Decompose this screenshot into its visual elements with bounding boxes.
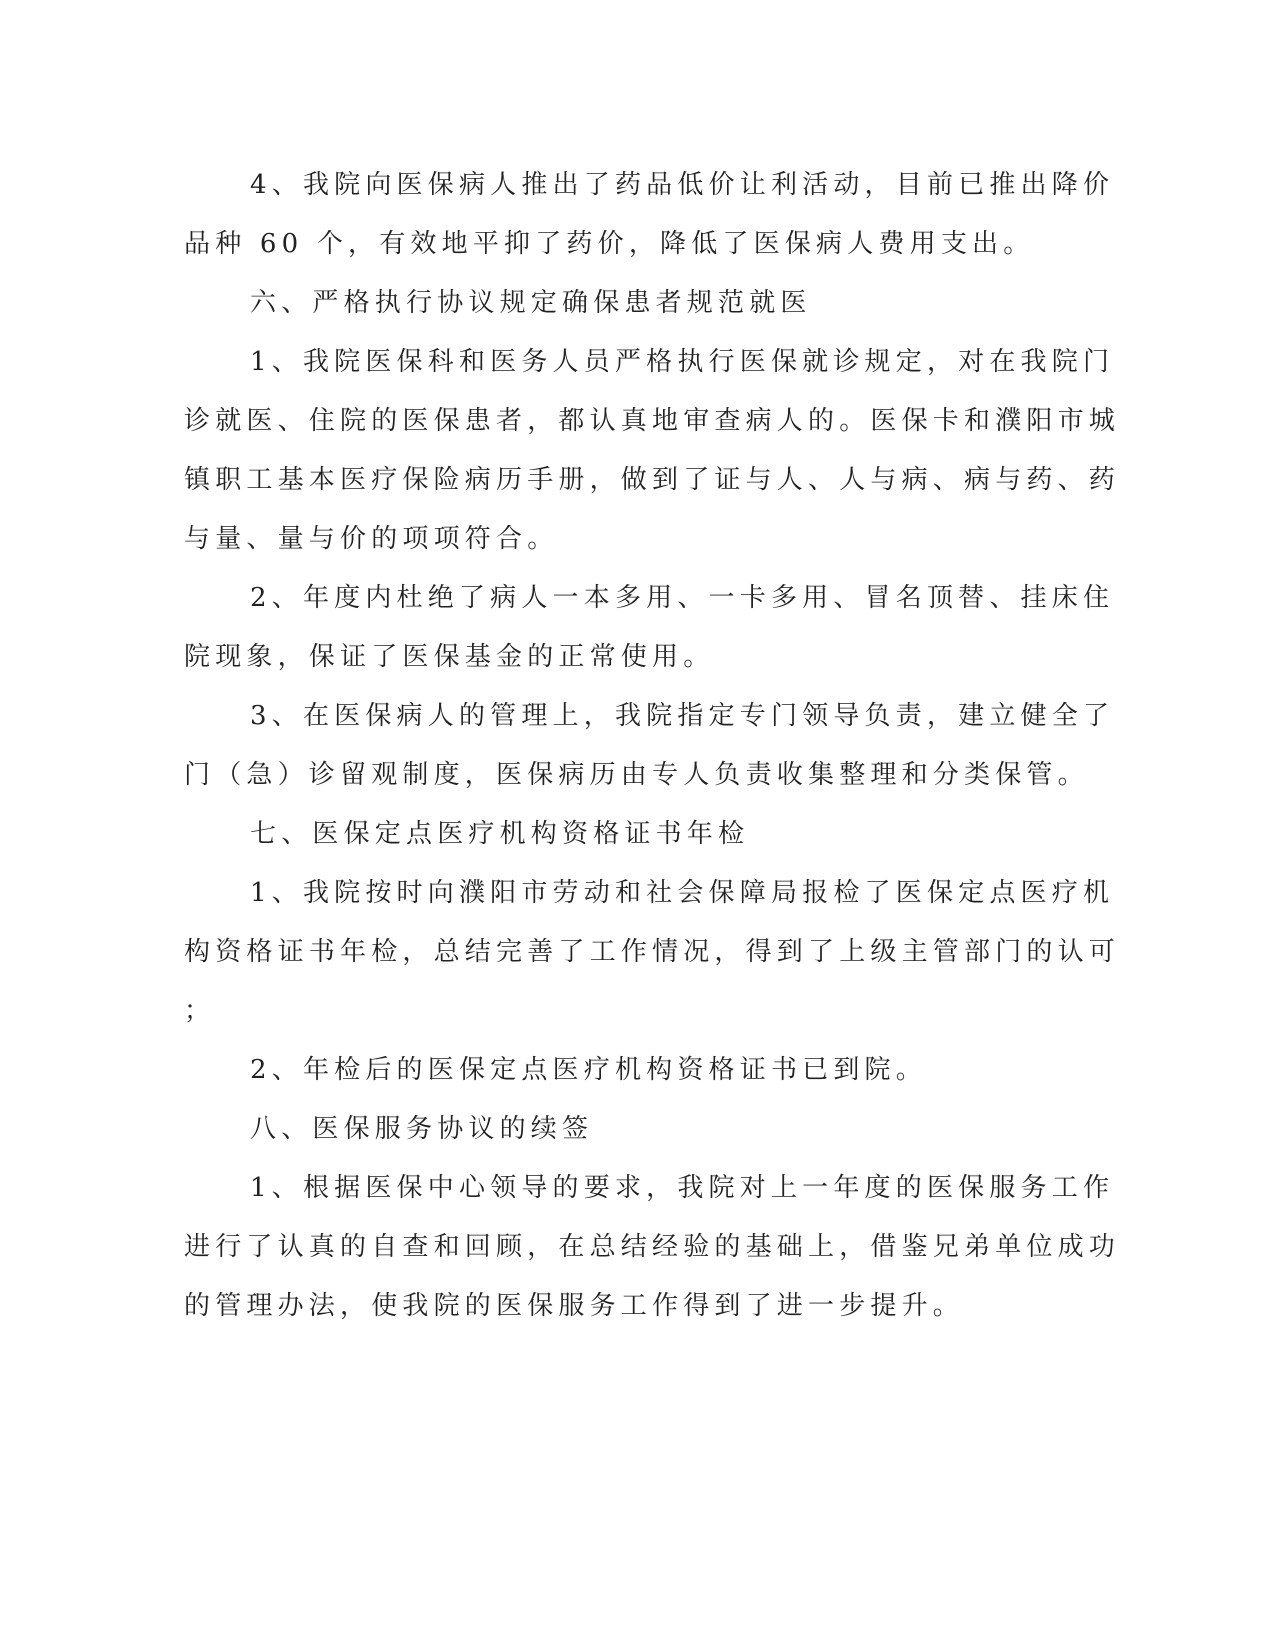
text-line: 2、年度内杜绝了病人一本多用、一卡多用、冒名顶替、挂床住: [250, 583, 1115, 613]
text-line: 1、我院医保科和医务人员严格执行医保就诊规定，对在我院门: [250, 347, 1115, 377]
text-line: 品种 60 个，有效地平抑了药价，降低了医保病人费用支出。: [184, 229, 1035, 259]
text-line: ；: [184, 996, 216, 1026]
section-heading: 八、医保服务协议的续签: [250, 1114, 594, 1144]
text-line: 进行了认真的自查和回顾，在总结经验的基础上，借鉴兄弟单位成功: [184, 1232, 1121, 1262]
text-line: 3、在医保病人的管理上，我院指定专门领导负责，建立健全了: [250, 701, 1115, 731]
text-line: 2、年检后的医保定点医疗机构资格证书已到院。: [250, 1055, 927, 1085]
text-line: 4、我院向医保病人推出了药品低价让利活动，目前已推出降价: [250, 170, 1115, 200]
section-heading: 六、严格执行协议规定确保患者规范就医: [250, 288, 812, 318]
text-line: 门（急）诊留观制度，医保病历由专人负责收集整理和分类保管。: [184, 760, 1089, 790]
text-line: 1、根据医保中心领导的要求，我院对上一年度的医保服务工作: [250, 1173, 1115, 1203]
text-line: 与量、量与价的项项符合。: [184, 524, 559, 554]
text-line: 构资格证书年检，总结完善了工作情况，得到了上级主管部门的认可: [184, 937, 1121, 967]
text-line: 镇职工基本医疗保险病历手册，做到了证与人、人与病、病与药、药: [184, 465, 1121, 495]
text-line: 诊就医、住院的医保患者，都认真地审查病人的。医保卡和濮阳市城: [184, 406, 1121, 436]
text-line: 1、我院按时向濮阳市劳动和社会保障局报检了医保定点医疗机: [250, 878, 1115, 908]
text-line: 院现象，保证了医保基金的正常使用。: [184, 642, 715, 672]
section-heading: 七、医保定点医疗机构资格证书年检: [250, 819, 750, 849]
text-line: 的管理办法，使我院的医保服务工作得到了进一步提升。: [184, 1291, 965, 1321]
document-body: [184, 156, 1121, 1336]
